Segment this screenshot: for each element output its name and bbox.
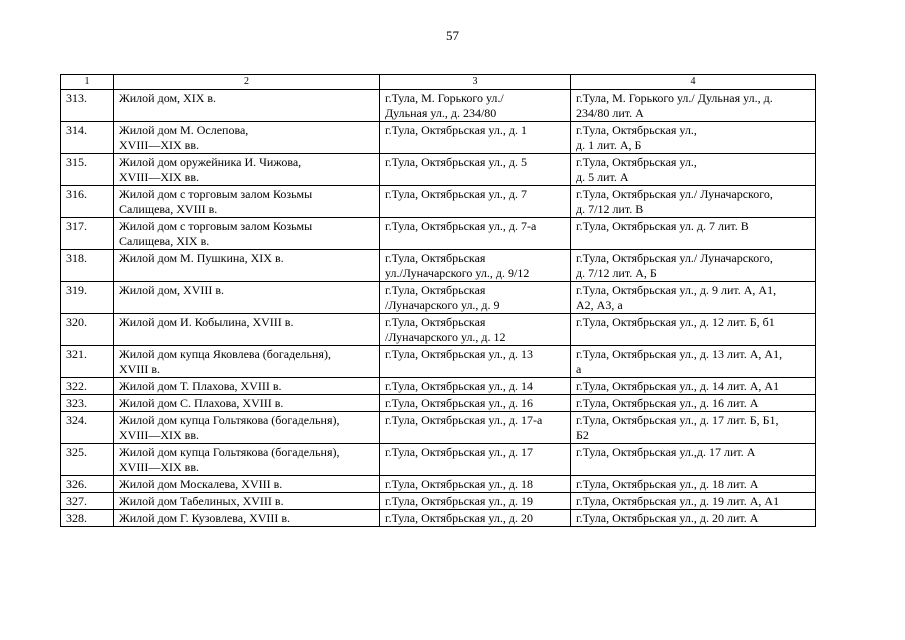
object-location-cell: г.Тула, Октябрьская ул., д. 13 лит. А, А1, а (571, 346, 816, 378)
row-number-cell: 323. (61, 395, 114, 412)
table-row (61, 412, 816, 444)
object-address-cell: г.Тула, Октябрьская /Луначарского ул., д. 9 (380, 282, 571, 314)
object-address-cell: г.Тула, Октябрьская ул., д. 18 (380, 476, 571, 493)
object-name-cell: Жилой дом купца Яковлева (богадельня), XVIII в. (114, 346, 380, 378)
table-row (61, 346, 816, 378)
row-number-cell: 317. (61, 218, 114, 250)
object-name-cell: Жилой дом Москалева, XVIII в. (114, 476, 380, 493)
table-row (61, 378, 816, 395)
table-row (61, 444, 816, 476)
heritage-registry-table (60, 74, 816, 527)
object-location-cell: г.Тула, Октябрьская ул./ Луначарского, д. 7/12 лит. В (571, 186, 816, 218)
column-header-2: 2 (114, 75, 380, 90)
object-address-cell: г.Тула, Октябрьская ул., д. 17 (380, 444, 571, 476)
object-location-cell: г.Тула, Октябрьская ул., д. 9 лит. А, А1, А2, А3, а (571, 282, 816, 314)
object-name-cell: Жилой дом, XVIII в. (114, 282, 380, 314)
table-row (61, 476, 816, 493)
table-row (61, 122, 816, 154)
object-address-cell: г.Тула, Октябрьская ул., д. 16 (380, 395, 571, 412)
object-location-cell: г.Тула, Октябрьская ул., д. 5 лит. А (571, 154, 816, 186)
column-header-3: 3 (380, 75, 571, 90)
object-location-cell: г.Тула, М. Горького ул./ Дульная ул., д. 234/80 лит. А (571, 90, 816, 122)
object-name-cell: Жилой дом М. Пушкина, XIX в. (114, 250, 380, 282)
page-number: 57 (446, 28, 459, 43)
object-location-cell: г.Тула, Октябрьская ул./ Луначарского, д. 7/12 лит. А, Б (571, 250, 816, 282)
table-row (61, 90, 816, 122)
table-row (61, 395, 816, 412)
object-name-cell: Жилой дом купца Гольтякова (богадельня), XVIII—XIX вв. (114, 412, 380, 444)
object-address-cell: г.Тула, Октябрьская ул., д. 13 (380, 346, 571, 378)
object-name-cell: Жилой дом Табелиных, XVIII в. (114, 493, 380, 510)
object-location-cell: г.Тула, Октябрьская ул.,д. 17 лит. А (571, 444, 816, 476)
object-address-cell: г.Тула, Октябрьская /Луначарского ул., д. 12 (380, 314, 571, 346)
object-location-cell: г.Тула, Октябрьская ул., д. 19 лит. А, А1 (571, 493, 816, 510)
object-location-cell: г.Тула, Октябрьская ул., д. 14 лит. А, А1 (571, 378, 816, 395)
object-name-cell: Жилой дом с торговым залом Козьмы Салищева, XVIII в. (114, 186, 380, 218)
object-name-cell: Жилой дом С. Плахова, XVIII в. (114, 395, 380, 412)
object-name-cell: Жилой дом купца Гольтякова (богадельня), XVIII—XIX вв. (114, 444, 380, 476)
row-number-cell: 316. (61, 186, 114, 218)
row-number-cell: 322. (61, 378, 114, 395)
object-name-cell: Жилой дом М. Ослепова, XVIII—XIX вв. (114, 122, 380, 154)
table-row (61, 250, 816, 282)
object-location-cell: г.Тула, Октябрьская ул., д. 17 лит. Б, Б1, Б2 (571, 412, 816, 444)
table-row (61, 314, 816, 346)
object-name-cell: Жилой дом оружейника И. Чижова, XVIII—XIX вв. (114, 154, 380, 186)
row-number-cell: 324. (61, 412, 114, 444)
object-name-cell: Жилой дом, XIX в. (114, 90, 380, 122)
object-name-cell: Жилой дом И. Кобылина, XVIII в. (114, 314, 380, 346)
object-location-cell: г.Тула, Октябрьская ул., д. 18 лит. А (571, 476, 816, 493)
table-header-row (61, 75, 816, 90)
object-address-cell: г.Тула, Октябрьская ул./Луначарского ул., д. 9/12 (380, 250, 571, 282)
object-address-cell: г.Тула, М. Горького ул./ Дульная ул., д. 234/80 (380, 90, 571, 122)
object-address-cell: г.Тула, Октябрьская ул., д. 7-а (380, 218, 571, 250)
column-header-1: 1 (61, 75, 114, 90)
row-number-cell: 326. (61, 476, 114, 493)
column-header-4: 4 (571, 75, 816, 90)
object-name-cell: Жилой дом Т. Плахова, XVIII в. (114, 378, 380, 395)
object-location-cell: г.Тула, Октябрьская ул., д. 20 лит. А (571, 510, 816, 527)
object-location-cell: г.Тула, Октябрьская ул. д. 7 лит. В (571, 218, 816, 250)
object-name-cell: Жилой дом Г. Кузовлева, XVIII в. (114, 510, 380, 527)
row-number-cell: 320. (61, 314, 114, 346)
object-location-cell: г.Тула, Октябрьская ул., д. 16 лит. А (571, 395, 816, 412)
object-address-cell: г.Тула, Октябрьская ул., д. 5 (380, 154, 571, 186)
row-number-cell: 313. (61, 90, 114, 122)
object-location-cell: г.Тула, Октябрьская ул., д. 12 лит. Б, б1 (571, 314, 816, 346)
table-row (61, 282, 816, 314)
table-row (61, 154, 816, 186)
object-location-cell: г.Тула, Октябрьская ул., д. 1 лит. А, Б (571, 122, 816, 154)
table-row (61, 493, 816, 510)
object-address-cell: г.Тула, Октябрьская ул., д. 14 (380, 378, 571, 395)
row-number-cell: 315. (61, 154, 114, 186)
table-row (61, 510, 816, 527)
object-address-cell: г.Тула, Октябрьская ул., д. 20 (380, 510, 571, 527)
row-number-cell: 321. (61, 346, 114, 378)
table-row (61, 218, 816, 250)
object-address-cell: г.Тула, Октябрьская ул., д. 7 (380, 186, 571, 218)
row-number-cell: 319. (61, 282, 114, 314)
row-number-cell: 314. (61, 122, 114, 154)
row-number-cell: 328. (61, 510, 114, 527)
object-name-cell: Жилой дом с торговым залом Козьмы Салищева, XIX в. (114, 218, 380, 250)
row-number-cell: 318. (61, 250, 114, 282)
object-address-cell: г.Тула, Октябрьская ул., д. 17-а (380, 412, 571, 444)
row-number-cell: 327. (61, 493, 114, 510)
object-address-cell: г.Тула, Октябрьская ул., д. 1 (380, 122, 571, 154)
row-number-cell: 325. (61, 444, 114, 476)
object-address-cell: г.Тула, Октябрьская ул., д. 19 (380, 493, 571, 510)
table-row (61, 186, 816, 218)
